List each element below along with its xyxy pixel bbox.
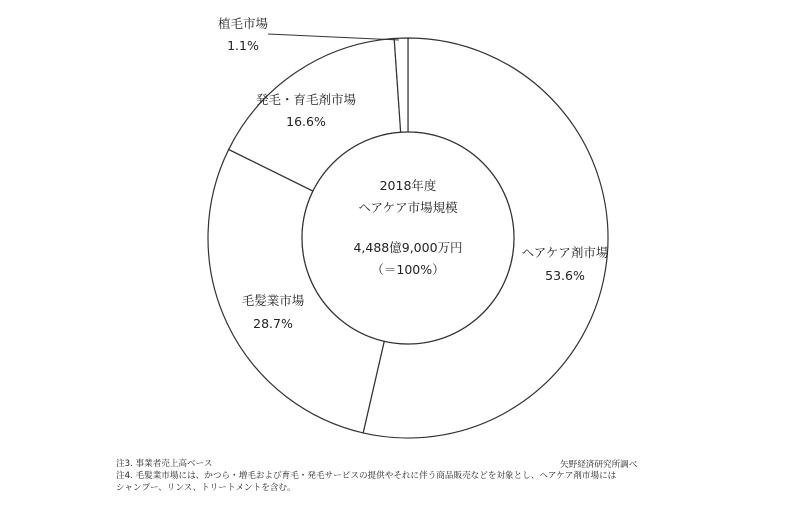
label-haircare-name: ヘアケア剤市場 — [521, 245, 609, 260]
note-4: 注4. 毛髪業市場には、かつら・増毛および育毛・発毛サービスの提供やそれに伴う商品販売などを対象とし、ヘアケア剤市場には — [116, 471, 617, 481]
center-share: （＝100%） — [371, 262, 445, 277]
note-3: 注3. 事業者売上高ベース — [116, 459, 213, 469]
center-total: 4,488億9,000万円 — [353, 240, 463, 255]
label-hair-industry-value: 28.7% — [253, 316, 293, 331]
donut-hole — [302, 132, 514, 344]
label-hair-growth-value: 16.6% — [286, 114, 326, 129]
label-hair-industry-name: 毛髪業市場 — [241, 293, 305, 308]
center-title-line1: 2018年度 — [379, 178, 437, 193]
leader-line-hair-implant — [268, 34, 399, 40]
label-hair-implant-name: 植毛市場 — [217, 16, 269, 31]
note-4-continued: シャンプー、リンス、トリートメントを含む。 — [116, 483, 296, 493]
center-title-line2: ヘアケア市場規模 — [358, 200, 458, 215]
label-hair-implant-value: 1.1% — [227, 38, 259, 53]
source-credit: 矢野経済研究所調べ — [560, 460, 638, 470]
label-hair-growth-name: 発毛・育毛剤市場 — [255, 92, 357, 107]
label-haircare-value: 53.6% — [545, 268, 585, 283]
